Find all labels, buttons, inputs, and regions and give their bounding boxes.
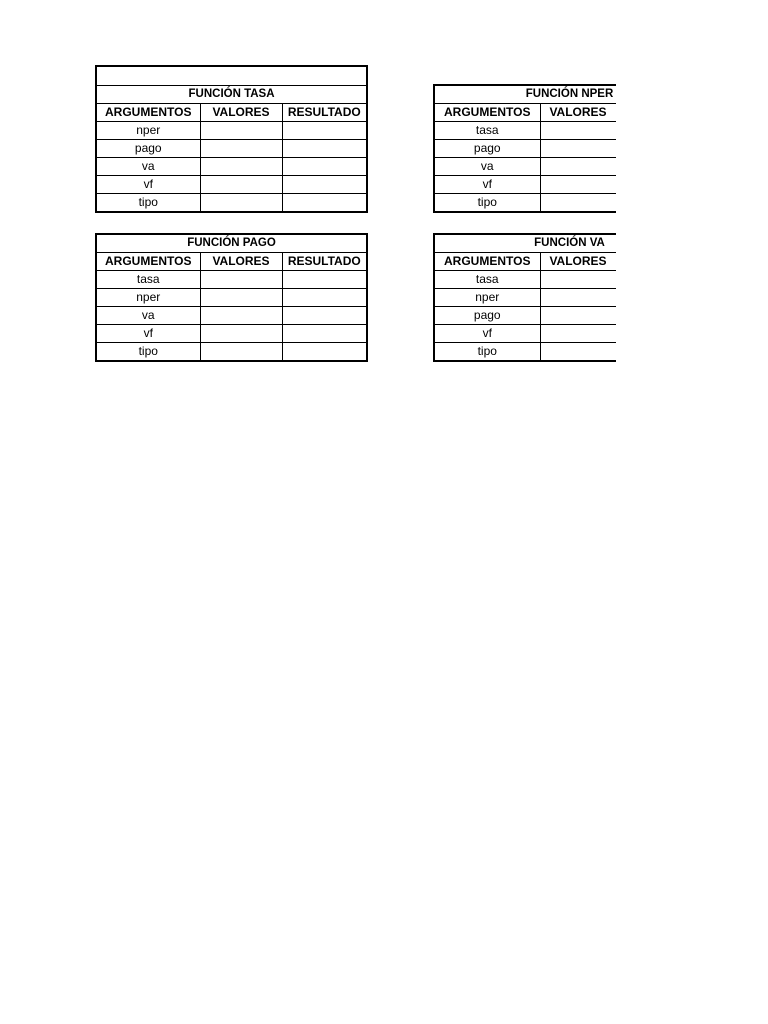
value-cell[interactable] [200,343,282,362]
argument-cell: tasa [434,271,540,289]
argument-cell: nper [96,289,200,307]
table-title: FUNCIÓN TASA [96,86,367,104]
table-row [96,343,367,362]
nper-table-clip [433,84,616,218]
header-argumentos: ARGUMENTOS [434,253,540,271]
header-argumentos: ARGUMENTOS [434,104,540,122]
header-valores: VALORES [540,104,616,122]
argument-cell: tipo [96,194,200,213]
result-cell[interactable] [282,122,367,140]
header-row [434,104,616,122]
value-cell[interactable] [540,343,616,362]
table-row [96,307,367,325]
value-cell[interactable] [540,176,616,194]
blank-row [96,66,367,86]
value-cell[interactable] [200,194,282,213]
value-cell[interactable] [200,122,282,140]
blank-cell [96,66,367,86]
argument-cell: vf [434,325,540,343]
argument-cell: pago [96,140,200,158]
result-cell[interactable] [282,140,367,158]
value-cell[interactable] [540,158,616,176]
nper-table [433,84,616,213]
argument-cell: pago [434,307,540,325]
tasa-table [95,65,368,213]
result-cell[interactable] [282,271,367,289]
result-cell[interactable] [282,307,367,325]
header-argumentos: ARGUMENTOS [96,104,200,122]
table-title: FUNCIÓN PAGO [96,234,367,253]
argument-cell: pago [434,140,540,158]
value-cell[interactable] [200,307,282,325]
va-table-clip [433,233,616,367]
header-argumentos: ARGUMENTOS [96,253,200,271]
table-row [434,194,616,213]
table-row [96,289,367,307]
header-row [434,253,616,271]
table-row [434,325,616,343]
result-cell[interactable] [282,194,367,213]
table-row [434,122,616,140]
argument-cell: tipo [434,343,540,362]
argument-cell: tasa [96,271,200,289]
pago-table [95,233,368,362]
table-row [96,325,367,343]
value-cell[interactable] [200,289,282,307]
value-cell[interactable] [540,194,616,213]
result-cell[interactable] [282,176,367,194]
argument-cell: vf [96,325,200,343]
value-cell[interactable] [200,176,282,194]
table-row [96,194,367,213]
table-title-row [96,234,367,253]
header-row [96,104,367,122]
header-row [96,253,367,271]
argument-cell: vf [434,176,540,194]
result-cell[interactable] [282,325,367,343]
value-cell[interactable] [540,289,616,307]
table-title-row [96,86,367,104]
value-cell[interactable] [200,325,282,343]
table-row [434,307,616,325]
table-title-row [434,85,616,104]
table-row [434,158,616,176]
table-row [96,271,367,289]
table-row [96,158,367,176]
table-row [434,140,616,158]
table-row [434,289,616,307]
header-valores: VALORES [540,253,616,271]
table-title-row [434,234,616,253]
result-cell[interactable] [282,158,367,176]
table-title: FUNCIÓN NPER [434,85,616,104]
header-valores: VALORES [200,104,282,122]
table-row [96,140,367,158]
value-cell[interactable] [540,271,616,289]
header-valores: VALORES [200,253,282,271]
argument-cell: tipo [434,194,540,213]
argument-cell: nper [434,289,540,307]
value-cell[interactable] [540,122,616,140]
argument-cell: vf [96,176,200,194]
value-cell[interactable] [200,140,282,158]
header-resultado: RESULTADO [282,104,367,122]
argument-cell: tasa [434,122,540,140]
table-row [434,176,616,194]
header-resultado: RESULTADO [282,253,367,271]
table-row [434,271,616,289]
value-cell[interactable] [540,307,616,325]
argument-cell: va [434,158,540,176]
result-cell[interactable] [282,289,367,307]
table-row [96,122,367,140]
value-cell[interactable] [540,325,616,343]
argument-cell: va [96,158,200,176]
table-title: FUNCIÓN VA [434,234,616,253]
argument-cell: va [96,307,200,325]
va-table [433,233,616,362]
argument-cell: nper [96,122,200,140]
value-cell[interactable] [200,271,282,289]
value-cell[interactable] [200,158,282,176]
argument-cell: tipo [96,343,200,362]
table-row [434,343,616,362]
table-row [96,176,367,194]
result-cell[interactable] [282,343,367,362]
value-cell[interactable] [540,140,616,158]
